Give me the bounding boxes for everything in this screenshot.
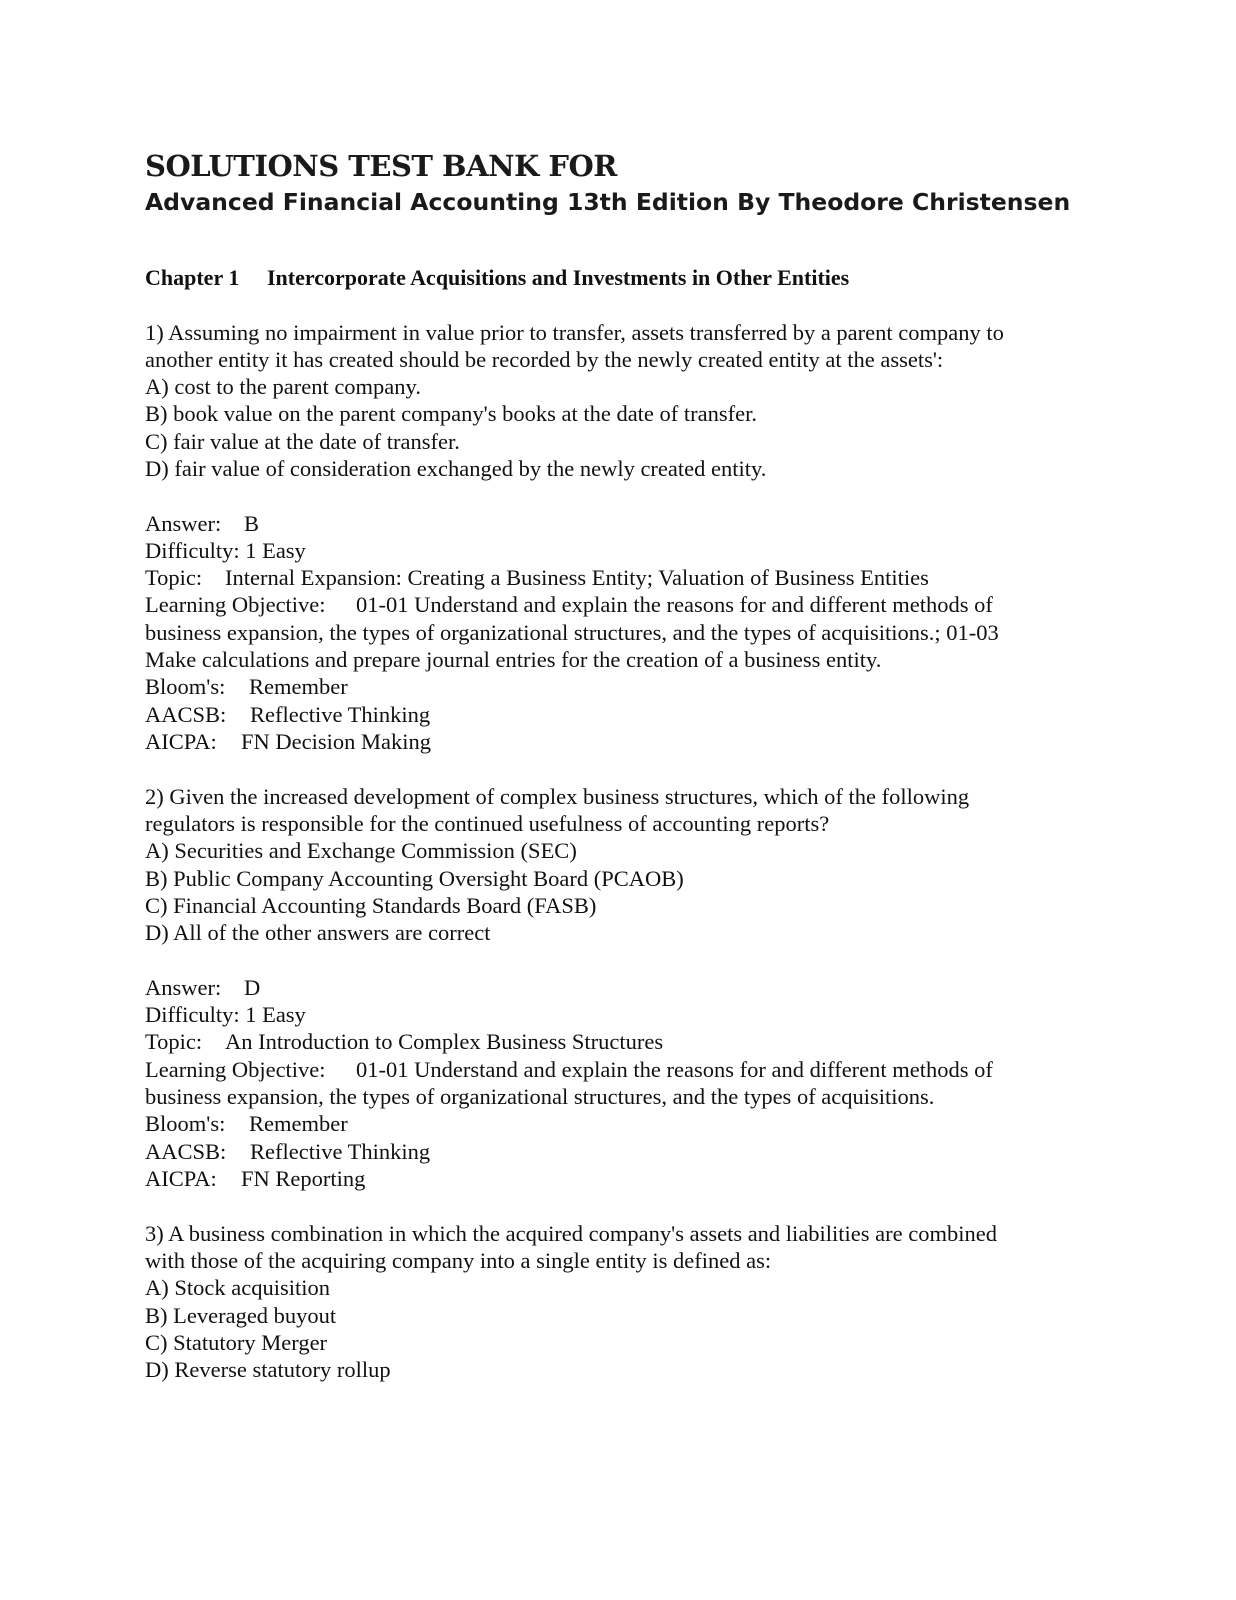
blooms-line bbox=[145, 673, 1105, 700]
page-content bbox=[145, 146, 1105, 1383]
topic-line bbox=[145, 1028, 1105, 1055]
aacsb-line bbox=[145, 701, 1105, 728]
topic-label: Topic: bbox=[145, 1029, 203, 1055]
answer-value: B bbox=[244, 510, 260, 536]
answer-option-a: A) cost to the parent company. bbox=[145, 374, 421, 400]
aacsb-value: Reflective Thinking bbox=[250, 701, 431, 727]
document-subtitle: Advanced Financial Accounting 13th Edition By Theodore Christensen bbox=[145, 188, 1071, 216]
question-stem-line: regulators is responsible for the continued usefulness of accounting reports? bbox=[145, 811, 830, 837]
question-stem-line: with those of the acquiring company into a single entity is defined as: bbox=[145, 1248, 772, 1273]
learning-objective-line bbox=[145, 591, 1105, 618]
answer-option-c: C) Financial Accounting Standards Board (FASB) bbox=[145, 892, 597, 918]
question-2 bbox=[145, 783, 1105, 1192]
answer-option-b: B) Public Company Accounting Oversight Board (PCAOB) bbox=[145, 865, 684, 891]
aicpa-label: AICPA: bbox=[145, 728, 217, 754]
question-stem-line: another entity it has created should be recorded by the newly created entity at the assets': bbox=[145, 346, 944, 372]
aicpa-line bbox=[145, 728, 1105, 755]
question-3 bbox=[145, 1220, 1105, 1384]
learning-objective-label: Learning Objective: bbox=[145, 592, 326, 618]
aacsb-line bbox=[145, 1138, 1105, 1165]
difficulty-line: Difficulty: 1 Easy bbox=[145, 537, 306, 563]
learning-objective-line: Make calculations and prepare journal entries for the creation of a business entity. bbox=[145, 647, 882, 673]
blooms-value: Remember bbox=[249, 674, 348, 700]
answer-label: Answer: bbox=[145, 510, 222, 536]
answer-value: D bbox=[244, 974, 261, 1000]
blooms-label: Bloom's: bbox=[145, 1111, 226, 1137]
question-stem-line: 3) A business combination in which the acquired company's assets and liabilities are combined bbox=[145, 1220, 997, 1246]
answer-line bbox=[145, 510, 1105, 537]
answer-option-d: D) All of the other answers are correct bbox=[145, 920, 491, 946]
learning-objective-line: business expansion, the types of organizational structures, and the types of acquisitions. bbox=[145, 1084, 935, 1110]
blooms-label: Bloom's: bbox=[145, 674, 226, 700]
topic-line bbox=[145, 564, 1105, 591]
answer-option-b: B) book value on the parent company's books at the date of transfer. bbox=[145, 401, 758, 427]
learning-objective-line: business expansion, the types of organizational structures, and the types of acquisitions.; 01-03 bbox=[145, 619, 999, 645]
blooms-line bbox=[145, 1110, 1105, 1137]
topic-label: Topic: bbox=[145, 565, 203, 591]
aicpa-label: AICPA: bbox=[145, 1165, 217, 1191]
document-title: SOLUTIONS TEST BANK FOR bbox=[145, 149, 617, 183]
blooms-value: Remember bbox=[249, 1111, 348, 1137]
spacer bbox=[145, 482, 1105, 509]
chapter-heading bbox=[145, 264, 1105, 291]
chapter-number: Chapter 1 bbox=[145, 265, 240, 290]
question-stem-line: 2) Given the increased development of complex business structures, which of the following bbox=[145, 783, 970, 809]
answer-option-a: A) Securities and Exchange Commission (SEC) bbox=[145, 838, 577, 864]
aicpa-value: FN Reporting bbox=[241, 1165, 366, 1191]
aacsb-label: AACSB: bbox=[145, 1138, 227, 1164]
question-1 bbox=[145, 319, 1105, 756]
answer-option-d: D) Reverse statutory rollup bbox=[145, 1357, 391, 1383]
answer-option-d: D) fair value of consideration exchanged by the newly created entity. bbox=[145, 455, 767, 481]
answer-option-c: C) fair value at the date of transfer. bbox=[145, 428, 460, 454]
answer-option-a: A) Stock acquisition bbox=[145, 1275, 330, 1301]
answer-option-b: B) Leveraged buyout bbox=[145, 1302, 337, 1328]
answer-option-c: C) Statutory Merger bbox=[145, 1329, 328, 1355]
learning-objective-value: 01-01 Understand and explain the reasons for and different methods of bbox=[356, 592, 993, 618]
aacsb-value: Reflective Thinking bbox=[250, 1138, 431, 1164]
answer-label: Answer: bbox=[145, 974, 222, 1000]
spacer bbox=[145, 947, 1105, 974]
question-stem-line: 1) Assuming no impairment in value prior to transfer, assets transferred by a parent company to bbox=[145, 319, 1004, 345]
aicpa-value: FN Decision Making bbox=[241, 728, 431, 754]
difficulty-line: Difficulty: 1 Easy bbox=[145, 1002, 306, 1028]
chapter-title: Intercorporate Acquisitions and Investments in Other Entities bbox=[267, 265, 850, 290]
learning-objective-line bbox=[145, 1056, 1105, 1083]
learning-objective-label: Learning Objective: bbox=[145, 1056, 326, 1082]
aicpa-line bbox=[145, 1165, 1105, 1192]
aacsb-label: AACSB: bbox=[145, 701, 227, 727]
learning-objective-value: 01-01 Understand and explain the reasons for and different methods of bbox=[356, 1056, 993, 1082]
answer-line bbox=[145, 974, 1105, 1001]
topic-value: Internal Expansion: Creating a Business Entity; Valuation of Business Entities bbox=[225, 565, 929, 591]
topic-value: An Introduction to Complex Business Structures bbox=[225, 1029, 664, 1055]
